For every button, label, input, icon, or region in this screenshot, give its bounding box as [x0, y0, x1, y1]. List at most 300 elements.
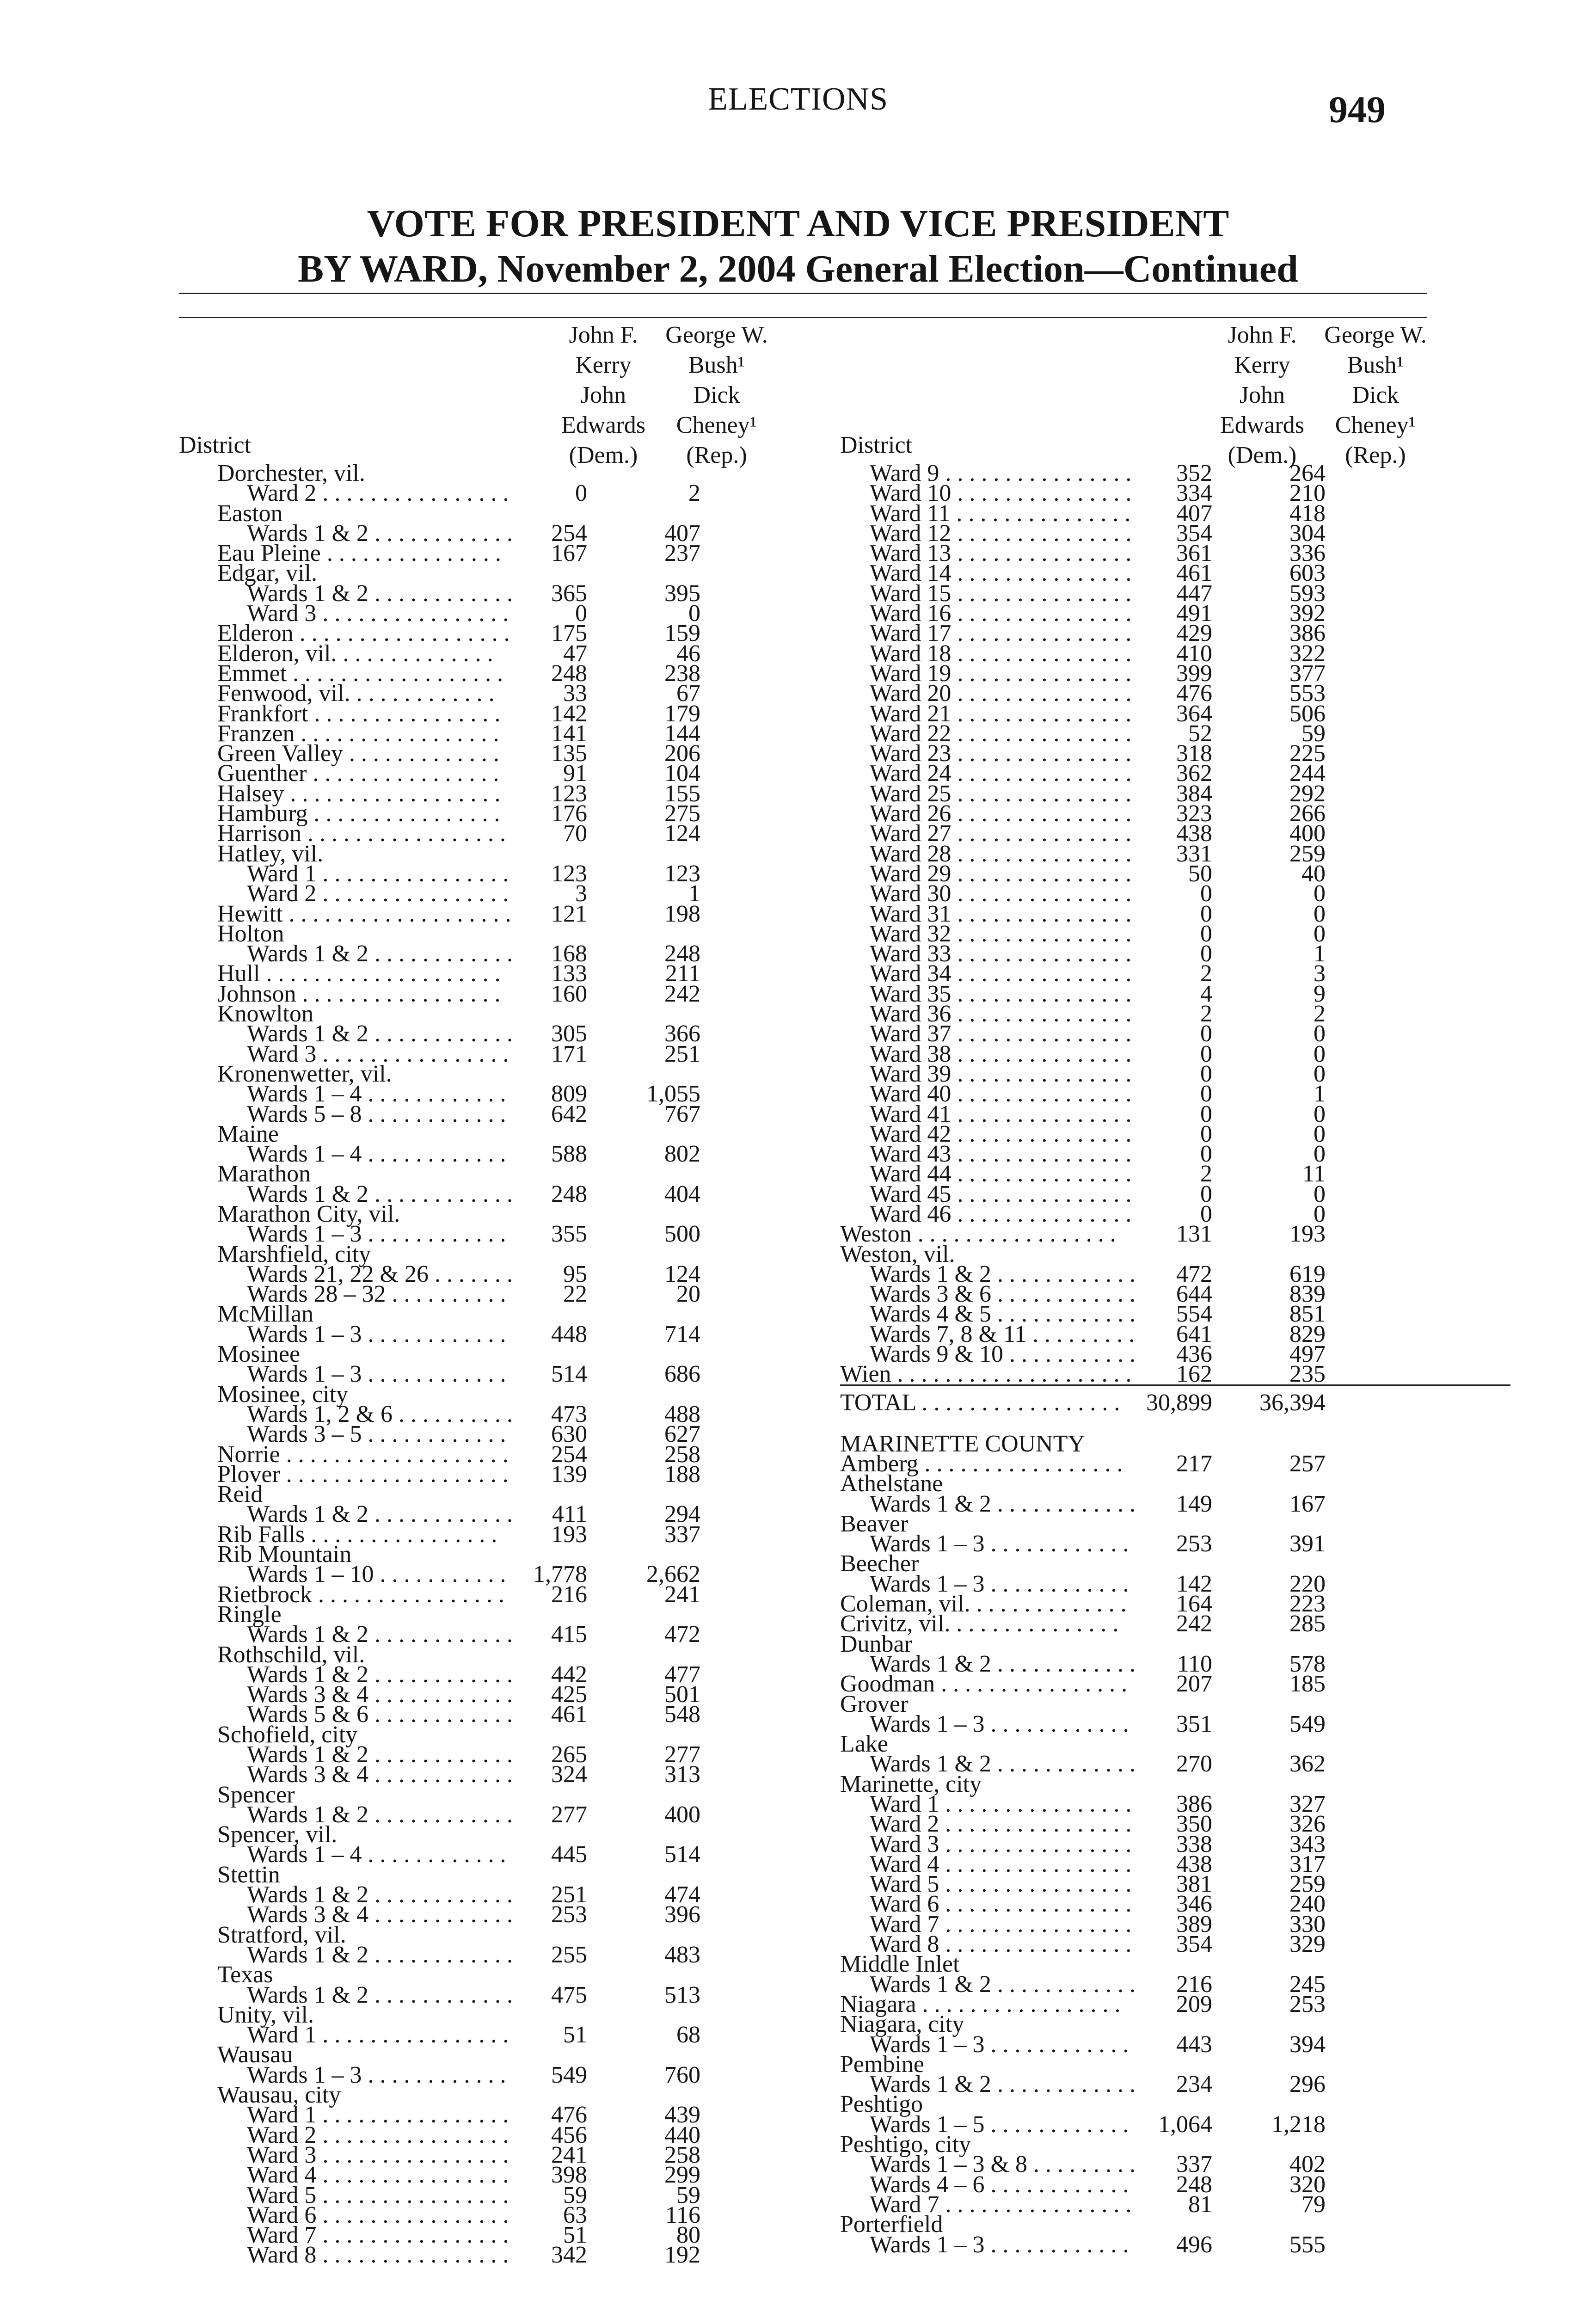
- bush-votes: 0: [1314, 1200, 1326, 1227]
- kerry-votes: 217: [1176, 1450, 1212, 1477]
- kerry-votes: 251: [551, 1882, 587, 1908]
- district-name: Wards 28 – 32 . . . . . . . . . .: [247, 1281, 506, 1308]
- district-name: Ward 39 . . . . . . . . . . . . . . .: [870, 1060, 1132, 1087]
- rep-header-line: George W.: [1324, 322, 1427, 348]
- kerry-votes: 429: [1176, 620, 1212, 647]
- bush-votes: 0: [1314, 900, 1326, 927]
- kerry-votes: 588: [551, 1141, 587, 1168]
- bush-votes: 407: [664, 520, 700, 547]
- district-name: Ward 42 . . . . . . . . . . . . . . .: [870, 1120, 1132, 1147]
- kerry-votes: 265: [551, 1741, 587, 1768]
- bush-votes: 79: [1301, 2191, 1326, 2218]
- kerry-votes: 381: [1176, 1871, 1212, 1898]
- rep-header-line: Cheney¹: [1335, 412, 1416, 438]
- district-name: Wards 1 – 3 . . . . . . . . . . . .: [870, 1710, 1129, 1737]
- district-name: Rib Mountain: [217, 1541, 352, 1568]
- kerry-votes: 0: [1200, 1040, 1212, 1067]
- district-name: Ward 23 . . . . . . . . . . . . . . .: [870, 740, 1132, 767]
- total-row: [840, 1384, 1510, 1420]
- bush-votes: 472: [664, 1621, 700, 1648]
- kerry-votes: 2: [1200, 1161, 1212, 1187]
- district-name: Norrie . . . . . . . . . . . . . . . . . . .: [217, 1441, 509, 1468]
- district-name: Johnson . . . . . . . . . . . . . . . . .: [217, 980, 501, 1007]
- bush-votes: 9: [1314, 980, 1326, 1007]
- bush-votes: 327: [1289, 1791, 1326, 1817]
- bush-votes: 251: [664, 1040, 700, 1067]
- district-name: Crivitz, vil. . . . . . . . . . . . . . .: [840, 1611, 1119, 1637]
- district-name: McMillan: [217, 1301, 313, 1328]
- bush-votes: 317: [1289, 1851, 1326, 1877]
- bush-votes: 686: [664, 1361, 700, 1388]
- bush-votes: 253: [1289, 1991, 1326, 2017]
- district-name: Wards 1 & 2 . . . . . . . . . . . .: [247, 1181, 513, 1207]
- kerry-votes: 123: [551, 860, 587, 887]
- bush-votes: 241: [664, 1581, 700, 1608]
- kerry-votes: 411: [552, 1501, 587, 1528]
- district-name: Ward 4 . . . . . . . . . . . . . . . .: [870, 1851, 1132, 1877]
- kerry-votes: 0: [1200, 880, 1212, 907]
- district-name: Wards 7, 8 & 11 . . . . . . . . .: [870, 1321, 1135, 1347]
- bush-votes: 244: [1289, 760, 1326, 787]
- district-name: Wards 21, 22 & 26 . . . . . . .: [247, 1261, 513, 1287]
- bush-votes: 188: [664, 1461, 700, 1488]
- bush-votes: 474: [664, 1882, 700, 1908]
- kerry-votes: 149: [1176, 1490, 1212, 1517]
- district-name: Ward 41 . . . . . . . . . . . . . . .: [870, 1101, 1132, 1127]
- district-name: Ward 24 . . . . . . . . . . . . . . .: [870, 760, 1132, 787]
- district-name: MARINETTE COUNTY: [840, 1430, 1086, 1457]
- district-header: District: [840, 432, 912, 458]
- kerry-votes: 216: [551, 1581, 587, 1608]
- district-name: Ward 26 . . . . . . . . . . . . . . .: [870, 800, 1132, 827]
- kerry-votes: 472: [1176, 1261, 1212, 1287]
- kerry-votes: 351: [1176, 1710, 1212, 1737]
- kerry-votes: 193: [551, 1521, 587, 1548]
- bush-votes: 366: [664, 1021, 700, 1047]
- bush-votes: 264: [1289, 460, 1326, 486]
- district-name: Wien . . . . . . . . . . . . . . . . . . . .: [840, 1361, 1132, 1388]
- bush-votes: 245: [1289, 1971, 1326, 1998]
- kerry-votes: 809: [551, 1081, 587, 1107]
- bush-votes: 326: [1289, 1811, 1326, 1838]
- bush-votes: 0: [1314, 1120, 1326, 1147]
- district-name: Ward 3 . . . . . . . . . . . . . . . .: [247, 1040, 509, 1067]
- kerry-votes: 277: [551, 1801, 587, 1828]
- table-row: [840, 1490, 1510, 1517]
- kerry-votes: 630: [551, 1421, 587, 1448]
- bush-votes: 603: [1289, 560, 1326, 587]
- district-name: Ward 20 . . . . . . . . . . . . . . .: [870, 680, 1132, 707]
- bush-votes: 839: [1289, 1281, 1326, 1308]
- district-name: Marathon City, vil.: [217, 1200, 400, 1227]
- right-data-column: [840, 460, 1510, 2258]
- title-line-1: VOTE FOR PRESIDENT AND VICE PRESIDENT: [367, 202, 1229, 245]
- kerry-votes: 554: [1176, 1301, 1212, 1328]
- district-header: District: [179, 432, 251, 458]
- kerry-votes: 476: [1176, 680, 1212, 707]
- bush-votes: 337: [664, 1521, 700, 1548]
- kerry-votes: 399: [1176, 660, 1212, 687]
- district-name: Ward 7 . . . . . . . . . . . . . . . .: [870, 1911, 1132, 1937]
- district-name: Ward 1 . . . . . . . . . . . . . . . .: [870, 1791, 1132, 1817]
- district-name: TOTAL . . . . . . . . . . . . . . . . .: [840, 1389, 1120, 1416]
- kerry-votes: 52: [1188, 720, 1212, 747]
- kerry-votes: 1,778: [533, 1561, 587, 1588]
- bush-votes: 299: [664, 2162, 700, 2189]
- kerry-votes: 81: [1188, 2191, 1212, 2218]
- bush-votes: 322: [1289, 640, 1326, 667]
- kerry-votes: 4: [1200, 980, 1212, 1007]
- right-column-header: [840, 320, 1510, 468]
- bush-votes: 59: [676, 2182, 700, 2208]
- kerry-votes: 475: [551, 1981, 587, 2008]
- district-name: Wards 3 & 4 . . . . . . . . . . . .: [247, 1761, 513, 1788]
- table-row: [217, 480, 888, 507]
- district-name: Ringle: [217, 1601, 282, 1628]
- kerry-votes: 461: [551, 1701, 587, 1728]
- kerry-votes: 248: [1176, 2171, 1212, 2198]
- bush-votes: 11: [1302, 1161, 1326, 1187]
- district-name: Ward 32 . . . . . . . . . . . . . . .: [870, 920, 1132, 947]
- bush-votes: 313: [664, 1761, 700, 1788]
- district-name: Middle Inlet: [840, 1951, 960, 1978]
- table-row: [217, 1761, 888, 1788]
- bush-votes: 2,662: [646, 1561, 700, 1588]
- district-name: Eau Pleine . . . . . . . . . . . . . . .: [217, 540, 501, 567]
- district-name: Wards 1 & 2 . . . . . . . . . . . .: [870, 1751, 1136, 1777]
- kerry-votes: 0: [1200, 1081, 1212, 1107]
- district-name: Maine: [217, 1120, 279, 1147]
- kerry-votes: 0: [1200, 900, 1212, 927]
- district-name: Ward 13 . . . . . . . . . . . . . . .: [870, 540, 1132, 567]
- kerry-votes: 365: [551, 580, 587, 607]
- district-name: Rietbrock . . . . . . . . . . . . . . . .: [217, 1581, 505, 1608]
- bush-votes: 0: [1314, 1101, 1326, 1127]
- bush-votes: 619: [1289, 1261, 1326, 1287]
- district-name: Ward 31 . . . . . . . . . . . . . . .: [870, 900, 1132, 927]
- kerry-votes: 473: [551, 1401, 587, 1427]
- bush-votes: 336: [1289, 540, 1326, 567]
- kerry-votes: 209: [1176, 1991, 1212, 2017]
- kerry-votes: 496: [1176, 2231, 1212, 2258]
- district-name: Wards 1 – 3 . . . . . . . . . . . .: [870, 1531, 1129, 1557]
- district-name: Stratford, vil.: [217, 1921, 346, 1948]
- rep-header-line: Dick: [1352, 382, 1399, 408]
- district-name: Wards 1 – 3 . . . . . . . . . . . .: [870, 2031, 1129, 2058]
- bush-votes: 67: [676, 680, 700, 707]
- district-name: Hamburg . . . . . . . . . . . . . . . .: [217, 800, 500, 827]
- district-name: Ward 36 . . . . . . . . . . . . . . .: [870, 1001, 1132, 1027]
- kerry-votes: 436: [1176, 1341, 1212, 1368]
- district-name: Ward 34 . . . . . . . . . . . . . . .: [870, 960, 1132, 987]
- kerry-votes: 95: [563, 1261, 587, 1287]
- district-name: Dunbar: [840, 1630, 912, 1657]
- district-name: Ward 12 . . . . . . . . . . . . . . .: [870, 520, 1132, 547]
- bush-votes: 206: [664, 740, 700, 767]
- bush-votes: 296: [1289, 2071, 1326, 2098]
- bush-votes: 167: [1289, 1490, 1326, 1517]
- table-row: [217, 1461, 888, 1488]
- kerry-votes: 549: [551, 2061, 587, 2088]
- kerry-votes: 362: [1176, 760, 1212, 787]
- table-row: [217, 1941, 888, 1968]
- bush-votes: 391: [1289, 1531, 1326, 1557]
- rep-header: [659, 320, 774, 470]
- bush-votes: 400: [1289, 820, 1326, 847]
- bush-votes: 0: [1314, 1060, 1326, 1087]
- table-row: [217, 2242, 888, 2269]
- kerry-votes: 164: [1176, 1591, 1212, 1617]
- kerry-votes: 0: [1200, 1181, 1212, 1207]
- district-name: Goodman . . . . . . . . . . . . . . . .: [840, 1671, 1128, 1697]
- district-name: Grover: [840, 1691, 908, 1717]
- bush-votes: 59: [1301, 720, 1326, 747]
- table-row: [217, 2022, 888, 2048]
- bush-votes: 257: [1289, 1450, 1326, 1477]
- kerry-votes: 338: [1176, 1831, 1212, 1857]
- table-row: [840, 1671, 1510, 1697]
- district-name: Easton: [217, 500, 283, 527]
- district-name: Wards 1 & 2 . . . . . . . . . . . .: [247, 520, 513, 547]
- kerry-votes: 50: [1188, 860, 1212, 887]
- kerry-votes: 350: [1176, 1811, 1212, 1838]
- district-name: Ward 46 . . . . . . . . . . . . . . .: [870, 1200, 1132, 1227]
- kerry-votes: 644: [1176, 1281, 1212, 1308]
- kerry-votes: 354: [1176, 520, 1212, 547]
- district-name: Wards 1 – 3 . . . . . . . . . . . .: [247, 1321, 506, 1347]
- bush-votes: 394: [1289, 2031, 1326, 2058]
- district-name: Ward 16 . . . . . . . . . . . . . . .: [870, 600, 1132, 627]
- kerry-votes: 334: [1176, 480, 1212, 507]
- bush-votes: 277: [664, 1741, 700, 1768]
- district-name: Amberg . . . . . . . . . . . . . . . . .: [840, 1450, 1123, 1477]
- bush-votes: 497: [1289, 1341, 1326, 1368]
- bush-votes: 362: [1289, 1751, 1326, 1777]
- district-name: Wards 1 & 2 . . . . . . . . . . . .: [870, 1650, 1136, 1677]
- kerry-votes: 1,064: [1158, 2111, 1212, 2138]
- kerry-votes: 398: [551, 2162, 587, 2189]
- district-name: Wards 1 & 2 . . . . . . . . . . . .: [247, 1021, 513, 1047]
- district-name: Ward 15 . . . . . . . . . . . . . . .: [870, 580, 1132, 607]
- dem-header-line: Edwards: [1220, 412, 1304, 438]
- district-name: Wards 1 & 2 . . . . . . . . . . . .: [247, 1981, 513, 2008]
- district-name: Wards 1 & 2 . . . . . . . . . . . .: [870, 1971, 1136, 1998]
- kerry-votes: 59: [563, 2182, 587, 2208]
- kerry-votes: 442: [551, 1661, 587, 1688]
- district-name: Spencer: [217, 1781, 295, 1808]
- bush-votes: 330: [1289, 1911, 1326, 1937]
- kerry-votes: 254: [551, 520, 587, 547]
- district-name: Mosinee: [217, 1341, 301, 1368]
- bush-votes: 259: [1289, 1871, 1326, 1898]
- kerry-votes: 167: [551, 540, 587, 567]
- table-row: [840, 1710, 1510, 1737]
- kerry-votes: 0: [575, 600, 587, 627]
- dem-header-line: (Dem.): [1228, 442, 1297, 468]
- district-name: Holton: [217, 920, 284, 947]
- kerry-votes: 456: [551, 2121, 587, 2148]
- district-name: Weston, vil.: [840, 1241, 955, 1267]
- district-name: Dorchester, vil.: [217, 460, 365, 486]
- bush-votes: 238: [664, 660, 700, 687]
- kerry-votes: 255: [551, 1941, 587, 1968]
- rep-header-line: (Rep.): [686, 442, 747, 468]
- kerry-votes: 51: [563, 2022, 587, 2048]
- district-name: Coleman, vil. . . . . . . . . . . . . .: [840, 1591, 1127, 1617]
- district-name: Ward 25 . . . . . . . . . . . . . . .: [870, 780, 1132, 807]
- kerry-votes: 47: [563, 640, 587, 667]
- district-name: Ward 2 . . . . . . . . . . . . . . . .: [870, 1811, 1132, 1838]
- dem-header-line: John: [1239, 382, 1285, 408]
- bush-votes: 392: [1289, 600, 1326, 627]
- bush-votes: 185: [1289, 1671, 1326, 1697]
- table-row: [840, 2031, 1510, 2058]
- dem-header-line: (Dem.): [569, 442, 638, 468]
- district-name: Marathon: [217, 1161, 311, 1187]
- bush-votes: 555: [1289, 2231, 1326, 2258]
- kerry-votes: 0: [1200, 1200, 1212, 1227]
- district-name: Wausau, city: [217, 2082, 341, 2109]
- kerry-votes: 121: [551, 900, 587, 927]
- district-name: Wards 1 – 3 . . . . . . . . . . . .: [870, 2231, 1129, 2258]
- kerry-votes: 160: [551, 980, 587, 1007]
- kerry-votes: 352: [1176, 460, 1212, 486]
- rep-header-line: George W.: [665, 322, 768, 348]
- district-name: Wards 1 & 2 . . . . . . . . . . . .: [247, 1882, 513, 1908]
- kerry-votes: 123: [551, 780, 587, 807]
- table-row: [217, 1981, 888, 2008]
- dem-header-line: John F.: [1228, 322, 1297, 348]
- kerry-votes: 0: [575, 480, 587, 507]
- district-name: Wards 1 – 10 . . . . . . . . . . .: [247, 1561, 506, 1588]
- bush-votes: 0: [688, 600, 700, 627]
- bush-votes: 1: [1314, 941, 1326, 967]
- district-name: Ward 1 . . . . . . . . . . . . . . . .: [247, 2022, 509, 2048]
- district-name: Niagara, city: [840, 2011, 964, 2038]
- district-name: Ward 35 . . . . . . . . . . . . . . .: [870, 980, 1132, 1007]
- table-row: [217, 1141, 888, 1168]
- kerry-votes: 447: [1176, 580, 1212, 607]
- dem-header-line: John F.: [569, 322, 638, 348]
- district-name: Wards 3 – 5 . . . . . . . . . . . .: [247, 1421, 506, 1448]
- bush-votes: 159: [664, 620, 700, 647]
- district-name: Weston . . . . . . . . . . . . . . . . .: [840, 1221, 1116, 1248]
- bush-votes: 2: [688, 480, 700, 507]
- kerry-votes: 445: [551, 1841, 587, 1868]
- kerry-votes: 162: [1176, 1361, 1212, 1388]
- page-title: [0, 201, 1596, 292]
- district-name: Wards 1 – 3 & 8 . . . . . . . . .: [870, 2151, 1136, 2178]
- district-name: Ward 3 . . . . . . . . . . . . . . . .: [870, 1831, 1132, 1857]
- kerry-votes: 110: [1177, 1650, 1212, 1677]
- bush-votes: 343: [1289, 1831, 1326, 1857]
- kerry-votes: 142: [1176, 1570, 1212, 1597]
- district-name: Wards 1 – 4 . . . . . . . . . . . .: [247, 1141, 506, 1168]
- rep-header-line: Dick: [693, 382, 740, 408]
- bush-votes: 225: [1289, 740, 1326, 767]
- bush-votes: 179: [664, 700, 700, 727]
- dem-header: [546, 320, 661, 470]
- district-name: Wards 3 & 4 . . . . . . . . . . . .: [247, 1901, 513, 1928]
- bush-votes: 578: [1289, 1650, 1326, 1677]
- kerry-votes: 364: [1176, 700, 1212, 727]
- kerry-votes: 2: [1200, 1001, 1212, 1027]
- bush-votes: 418: [1289, 500, 1326, 527]
- bush-votes: 1,055: [646, 1081, 700, 1107]
- kerry-votes: 175: [551, 620, 587, 647]
- district-name: Wards 1 & 2 . . . . . . . . . . . .: [247, 1621, 513, 1648]
- district-name: Franzen . . . . . . . . . . . . . . . . .: [217, 720, 499, 747]
- bush-votes: 500: [664, 1221, 700, 1248]
- bush-votes: 386: [1289, 620, 1326, 647]
- district-name: Ward 3 . . . . . . . . . . . . . . . .: [247, 2141, 509, 2168]
- bush-votes: 0: [1314, 1021, 1326, 1047]
- bush-votes: 400: [664, 1801, 700, 1828]
- district-name: Ward 2 . . . . . . . . . . . . . . . .: [247, 480, 509, 507]
- kerry-votes: 33: [563, 680, 587, 707]
- kerry-votes: 354: [1176, 1931, 1212, 1958]
- district-name: Peshtigo, city: [840, 2131, 971, 2158]
- district-name: Wards 4 – 6 . . . . . . . . . . . .: [870, 2171, 1129, 2198]
- kerry-votes: 0: [1200, 920, 1212, 947]
- district-name: Wards 1 & 2 . . . . . . . . . . . .: [247, 1741, 513, 1768]
- bush-votes: 439: [664, 2102, 700, 2128]
- kerry-votes: 323: [1176, 800, 1212, 827]
- kerry-votes: 642: [551, 1101, 587, 1127]
- district-name: Ward 14 . . . . . . . . . . . . . . .: [870, 560, 1132, 587]
- district-name: Ward 7 . . . . . . . . . . . . . . . .: [870, 2191, 1132, 2218]
- kerry-votes: 135: [551, 740, 587, 767]
- district-name: Ward 19 . . . . . . . . . . . . . . .: [870, 660, 1132, 687]
- rep-header-line: Bush¹: [1347, 352, 1404, 378]
- district-name: Wards 1 & 2 . . . . . . . . . . . .: [870, 1261, 1136, 1287]
- kerry-votes: 461: [1176, 560, 1212, 587]
- kerry-votes: 51: [563, 2222, 587, 2249]
- bush-votes: 851: [1289, 1301, 1326, 1328]
- district-name: Edgar, vil.: [217, 560, 317, 587]
- bush-votes: 320: [1289, 2171, 1326, 2198]
- district-name: Ward 6 . . . . . . . . . . . . . . . .: [247, 2201, 509, 2228]
- bush-votes: 395: [664, 580, 700, 607]
- bush-votes: 396: [664, 1901, 700, 1928]
- table-row: [217, 540, 888, 567]
- rep-header-line: (Rep.): [1345, 442, 1406, 468]
- table-row: [217, 1321, 888, 1347]
- bush-votes: 714: [664, 1321, 700, 1347]
- district-name: Wards 5 – 8 . . . . . . . . . . . .: [247, 1101, 506, 1127]
- district-name: Ward 6 . . . . . . . . . . . . . . . .: [870, 1891, 1132, 1918]
- kerry-votes: 0: [1200, 1101, 1212, 1127]
- kerry-votes: 131: [1176, 1221, 1212, 1248]
- district-name: Wards 1, 2 & 6 . . . . . . . . . .: [247, 1401, 513, 1427]
- kerry-votes: 248: [551, 1181, 587, 1207]
- kerry-votes: 438: [1176, 1851, 1212, 1877]
- kerry-votes: 331: [1176, 840, 1212, 867]
- bush-votes: 223: [1289, 1591, 1326, 1617]
- district-name: Reid: [217, 1481, 263, 1508]
- bush-votes: 514: [664, 1841, 700, 1868]
- kerry-votes: 171: [551, 1040, 587, 1067]
- district-name: Wausau: [217, 2041, 293, 2068]
- rep-header-line: Cheney¹: [676, 412, 757, 438]
- district-name: Ward 2 . . . . . . . . . . . . . . . .: [247, 880, 509, 907]
- bush-votes: 235: [1289, 1361, 1326, 1388]
- bush-votes: 506: [1289, 700, 1326, 727]
- bush-votes: 285: [1289, 1611, 1326, 1637]
- bush-votes: 402: [1289, 2151, 1326, 2178]
- table-row: [840, 2071, 1510, 2098]
- bush-votes: 760: [664, 2061, 700, 2088]
